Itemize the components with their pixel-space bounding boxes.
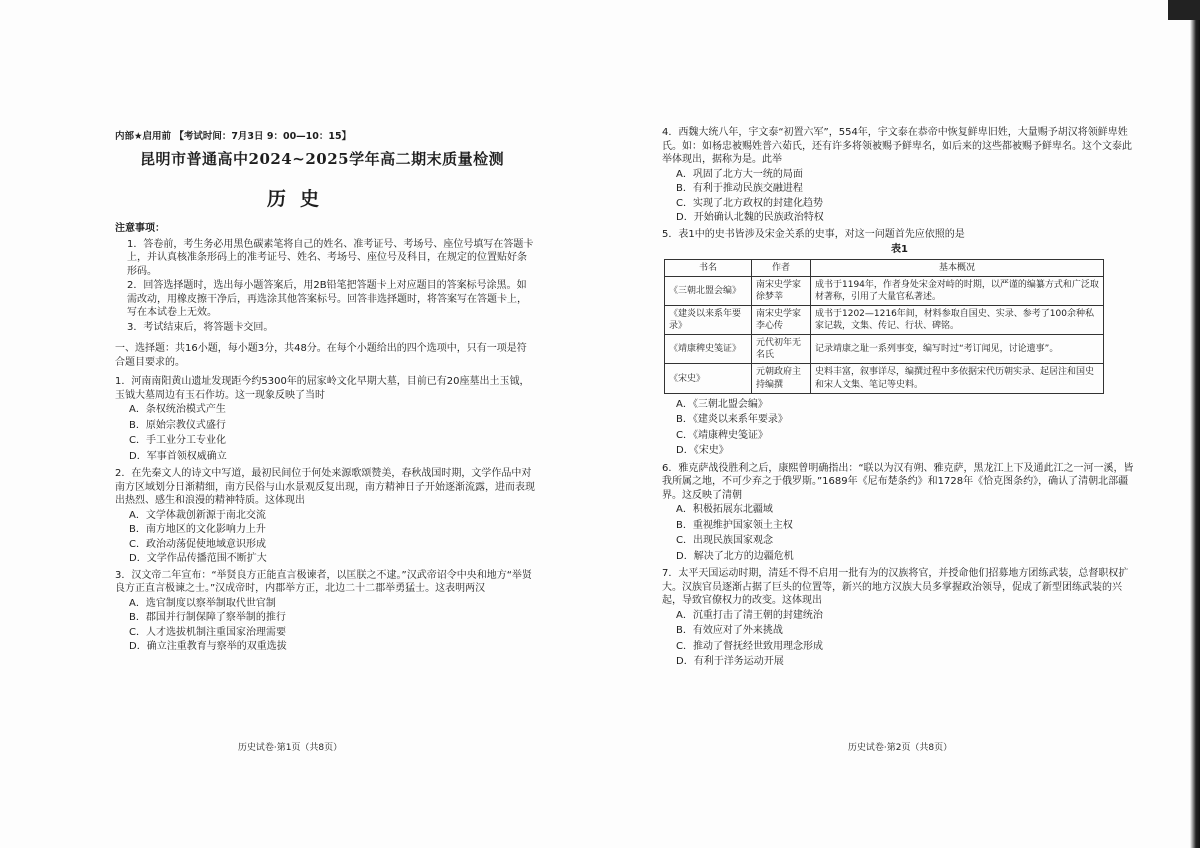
option-c[interactable]: C．《靖康稗史笺证》 bbox=[676, 429, 768, 441]
table-cell: 南宋史学家李心传 bbox=[752, 305, 811, 334]
note-item: 2．回答选择题时，选出每小题答案后，用2B铅笔把答题卡上对应题目的答案标号涂黑。如需改动，用橡皮擦干净后，再选涂其他答案标号。回答非选择题时，将答案写在答题卡上，写在本试卷上无效。 bbox=[127, 280, 527, 318]
option-c[interactable]: C．政治动荡促使地域意识形成 bbox=[129, 538, 266, 550]
option-d[interactable]: D．文学作品传播范围不断扩大 bbox=[129, 553, 267, 564]
option-a[interactable]: A．沉重打击了清王朝的封建统治 bbox=[676, 609, 823, 621]
table-row bbox=[665, 305, 1104, 334]
option-a[interactable]: A．巩固了北方大一统的局面 bbox=[676, 168, 803, 180]
table-cell: 《三朝北盟会编》 bbox=[665, 276, 752, 305]
option-a[interactable]: A．选官制度以察举制取代世官制 bbox=[129, 597, 276, 609]
table-cell: 记录靖康之耻一系列事变，编写时过“考订闻见，讨论遗事”。 bbox=[811, 335, 1104, 364]
table-header-row bbox=[665, 259, 1104, 276]
table-caption: 表1 bbox=[891, 244, 908, 255]
option-c[interactable]: C．手工业分工专业化 bbox=[129, 435, 226, 446]
question-1 bbox=[115, 375, 535, 464]
table-header-cell: 基本概况 bbox=[811, 259, 1104, 276]
note-item: 1．答卷前，考生务必用黑色碳素笔将自己的姓名、准考证号、考场号、座位号填写在答题卡上，并认真核准条形码上的准考证号、姓名、考场号、座位号及科目，在规定的位置贴好条形码。 bbox=[127, 238, 534, 277]
page-footer: 历史试卷·第1页（共8页） bbox=[237, 743, 343, 753]
question-stem: 4．西魏大统八年，宇文泰“初置六军”，554年，宇文泰在恭帝中恢复鲜卑旧姓，大量赐予胡汉将领鲜卑姓氏。如：如杨忠被赐姓普六茹氏，还有许多将领被赐予鲜卑名，如后来的这些都被赐予鲜卑名。这个文泰此举体现出，据称为是。此举 bbox=[662, 127, 1132, 165]
option-b[interactable]: B．原始宗教仪式盛行 bbox=[129, 419, 226, 431]
option-a[interactable]: A．文学体裁创新源于南北交流 bbox=[129, 509, 266, 521]
option-b[interactable]: B．《建炎以来系年要录》 bbox=[676, 414, 788, 426]
exam-header: 内部★启用前 【考试时间：7月3日 9：00—10：15】 bbox=[115, 131, 352, 142]
note-item: 3．考试结束后，将答题卡交回。 bbox=[127, 321, 274, 333]
table-row bbox=[665, 364, 1104, 393]
table-cell: 成书于1202—1216年间，材料参取自国史、实录、参考了100余种私家记载，文集、传记、行状、碑铭。 bbox=[811, 305, 1104, 334]
question-stem: 1．河南南阳黄山遗址发现距今约5300年的屈家岭文化早期大墓，目前已有20座墓出土玉钺，玉钺大墓周边有玉石作坊。这一现象反映了当时 bbox=[115, 376, 530, 401]
section-heading: 一、选择题：共16小题，每小题3分，共48分。在每个小题给出的四个选项中，只有一项是符合题目要求的。 bbox=[115, 343, 527, 368]
table-cell: 史料丰富，叙事详尽，编撰过程中多依据宋代历朝实录、起居注和国史和宋人文集、笔记等史料。 bbox=[811, 364, 1104, 393]
option-d[interactable]: D．开始确认北魏的民族政治特权 bbox=[676, 212, 824, 223]
option-d[interactable]: D．解决了北方的边疆危机 bbox=[676, 550, 794, 562]
table-cell: 南宋史学家徐梦莘 bbox=[752, 276, 811, 305]
scan-corner bbox=[1168, 0, 1200, 20]
scan-border bbox=[1190, 0, 1200, 848]
history-books-table bbox=[664, 259, 1104, 394]
page-footer: 历史试卷·第2页（共8页） bbox=[847, 743, 953, 753]
table-cell: 元代初年无名氏 bbox=[752, 335, 811, 364]
table-header-cell: 作者 bbox=[752, 259, 811, 276]
question-6 bbox=[662, 462, 1137, 565]
option-c[interactable]: C．推动了督抚经世致用理念形成 bbox=[676, 640, 823, 652]
notes-title: 注意事项： bbox=[115, 223, 165, 234]
table-cell: 元朝政府主持编撰 bbox=[752, 364, 811, 393]
option-a[interactable]: A．《三朝北盟会编》 bbox=[676, 398, 768, 410]
option-a[interactable]: A．条权统治模式产生 bbox=[129, 404, 226, 415]
table-row bbox=[665, 276, 1104, 305]
question-2 bbox=[115, 467, 535, 566]
table-cell: 《建炎以来系年要录》 bbox=[665, 305, 752, 334]
option-b[interactable]: B．有利于推动民族交融进程 bbox=[676, 183, 803, 194]
question-stem: 7．太平天国运动时期，清廷不得不启用一批有为的汉族将官，并授命他们招募地方团练武装，总督职权扩大。汉族官员逐渐占据了巨头的位置等，新兴的地方汉族大员多掌握政治领导，促成了新型团练武装的兴起，导致官僚权力的改变。这体现出 bbox=[662, 568, 1129, 607]
option-d[interactable]: D．确立注重教育与察举的双重选拔 bbox=[129, 641, 287, 652]
option-d[interactable]: D．有利于洋务运动开展 bbox=[676, 656, 784, 668]
option-d[interactable]: D．军事首领权威确立 bbox=[129, 450, 227, 462]
question-4 bbox=[662, 126, 1137, 225]
question-7 bbox=[662, 567, 1137, 670]
table-cell: 《宋史》 bbox=[665, 364, 752, 393]
question-3 bbox=[115, 569, 535, 654]
question-5 bbox=[662, 228, 1137, 459]
question-stem: 5．表1中的史书皆涉及宋金关系的史事，对这一问题首先应依照的是 bbox=[662, 228, 965, 240]
exam-page-2 bbox=[600, 0, 1200, 848]
exam-title: 昆明市普通高中2024~2025学年高二期末质量检测 bbox=[140, 150, 505, 168]
option-b[interactable]: B．南方地区的文化影响力上升 bbox=[129, 524, 266, 535]
option-b[interactable]: B．郡国并行制保障了察举制的推行 bbox=[129, 612, 286, 623]
page2-content bbox=[662, 126, 1137, 673]
notes-block bbox=[115, 222, 535, 657]
question-stem: 6．雅克萨战役胜利之后，康熙曾明确指出：“联以为汉有朔、雅克萨，黑龙江上下及通此江之一河一溪，皆我所属之地，不可少弃之于俄罗斯。”1689年《尼布楚条约》和1728年《恰克图条约》，确认了清朝北部疆界。这反映了清朝 bbox=[662, 462, 1134, 501]
option-a[interactable]: A．积极拓展东北疆域 bbox=[676, 504, 773, 516]
subject-title: 历史 bbox=[266, 188, 333, 210]
option-c[interactable]: C．实现了北方政权的封建化趋势 bbox=[676, 197, 823, 209]
option-b[interactable]: B．有效应对了外来挑战 bbox=[676, 625, 783, 637]
question-stem: 2．在先秦文人的诗文中写道，最初民间位于何处来源歌颂赞美，春秋战国时期，文学作品中对南方区域划分日渐精细，南方民俗与山水景观反复出现，南方精神日子开始逐渐流露，进而表现出热烈、感生和浪漫的精神特质。这体现出 bbox=[115, 468, 535, 506]
option-c[interactable]: C．出现民族国家观念 bbox=[676, 535, 773, 547]
question-stem: 3．汉文帝二年宣布：“举贤良方正能直言极谏者，以匡朕之不逮。”汉武帝诏令中央和地方“举贤良方正直言极谏之士。”汉成帝时，内郡举方正，北边二十二郡举勇猛士。这表明两汉 bbox=[115, 569, 532, 594]
table-cell: 《靖康稗史笺证》 bbox=[665, 335, 752, 364]
table-cell: 成书于1194年，作者身处宋金对峙的时期，以严谨的编纂方式和广泛取材著称，引用了大量官私著述。 bbox=[811, 276, 1104, 305]
option-b[interactable]: B．重视维护国家领土主权 bbox=[676, 519, 793, 531]
table-row bbox=[665, 335, 1104, 364]
option-d[interactable]: D．《宋史》 bbox=[676, 445, 729, 457]
option-c[interactable]: C．人才选拔机制注重国家治理需要 bbox=[129, 626, 286, 638]
table-header-cell: 书名 bbox=[665, 259, 752, 276]
